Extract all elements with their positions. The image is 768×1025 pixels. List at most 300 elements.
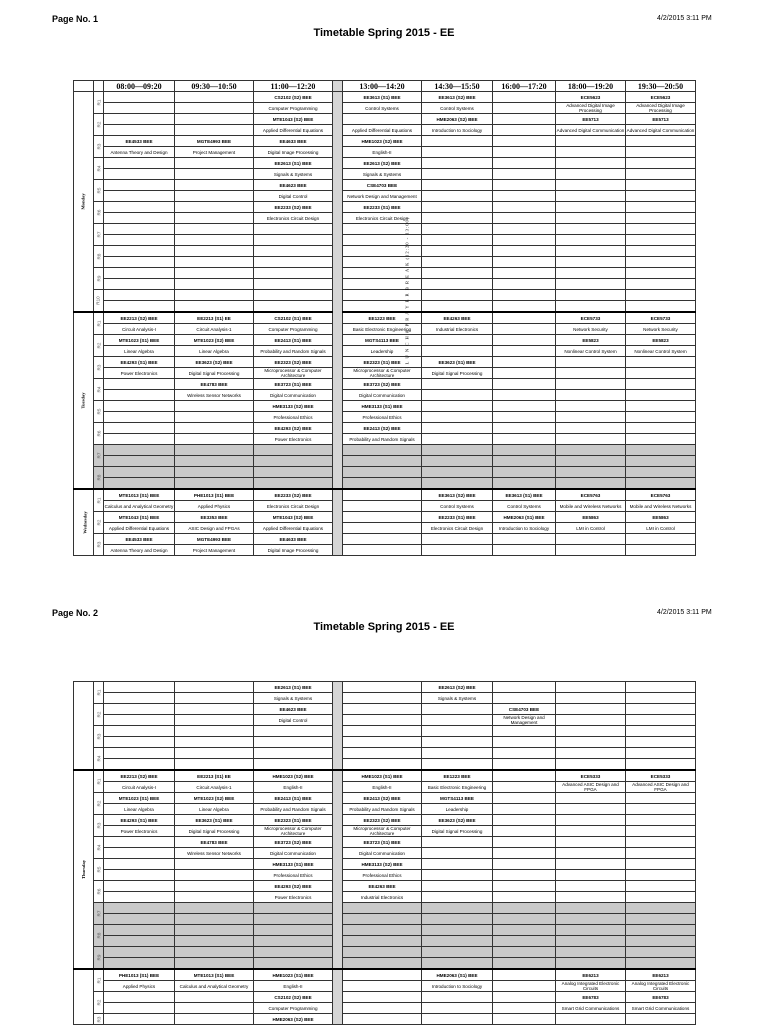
timetable-row xyxy=(74,881,696,892)
room-label xyxy=(94,881,104,903)
room-label xyxy=(94,335,104,357)
course-cell: Electronics Circuit Design xyxy=(343,213,422,224)
course-cell xyxy=(626,903,696,914)
course-cell xyxy=(493,804,556,815)
course-cell: Leadership xyxy=(343,346,422,357)
course-cell xyxy=(343,958,422,970)
course-cell xyxy=(104,103,175,114)
course-cell xyxy=(343,925,422,936)
course-cell xyxy=(104,737,175,748)
course-cell xyxy=(626,859,696,870)
course-cell xyxy=(422,925,493,936)
course-cell xyxy=(556,534,626,545)
course-cell xyxy=(493,136,556,147)
course-cell: Basic Electronic Engineering xyxy=(422,782,493,793)
day-name: Monday xyxy=(81,193,86,210)
course-cell xyxy=(626,815,696,826)
timetable-row xyxy=(74,92,696,103)
course-cell xyxy=(626,434,696,445)
course-cell xyxy=(626,423,696,434)
course-cell xyxy=(175,423,254,434)
timetable-row xyxy=(74,523,696,534)
course-cell xyxy=(626,545,696,556)
course-cell xyxy=(626,390,696,401)
course-cell: MGTS4113 BEE xyxy=(422,793,493,804)
course-cell xyxy=(422,268,493,279)
course-cell: Power Electronics xyxy=(254,434,333,445)
course-cell xyxy=(493,682,556,693)
timetable-row xyxy=(74,246,696,257)
course-cell: MTE1023 (S1) BEE xyxy=(104,335,175,346)
timetable-row xyxy=(74,981,696,992)
course-cell: Mobile and Wireless Networks xyxy=(626,501,696,512)
course-cell xyxy=(493,169,556,180)
course-cell xyxy=(343,748,422,759)
room-code: R3 xyxy=(96,733,101,740)
course-cell: Advanced Digital Image Processing xyxy=(626,103,696,114)
timetable-row xyxy=(74,793,696,804)
course-cell xyxy=(493,423,556,434)
room-label xyxy=(94,748,104,771)
course-cell xyxy=(493,782,556,793)
day-label xyxy=(74,770,94,969)
course-cell xyxy=(422,136,493,147)
course-cell xyxy=(556,445,626,456)
timetable-row xyxy=(74,445,696,456)
course-cell: Computer Programming xyxy=(254,1003,333,1014)
course-cell xyxy=(493,545,556,556)
course-cell xyxy=(104,169,175,180)
page-number: Page No. 2 xyxy=(52,608,99,618)
course-cell: Professional Ethics xyxy=(343,870,422,881)
course-cell xyxy=(493,947,556,958)
course-cell: MGTS4113 BEE xyxy=(343,335,422,346)
course-cell xyxy=(343,947,422,958)
course-cell xyxy=(626,379,696,390)
course-cell xyxy=(556,759,626,771)
course-cell xyxy=(626,290,696,301)
course-cell: Probability and Random Signals xyxy=(343,804,422,815)
room-code: R1 xyxy=(96,977,101,984)
course-cell xyxy=(493,357,556,368)
course-cell xyxy=(104,390,175,401)
room-code: R1 xyxy=(96,320,101,327)
room-code: R6 xyxy=(96,209,101,216)
course-cell xyxy=(626,737,696,748)
course-cell xyxy=(493,246,556,257)
room-label xyxy=(94,312,104,335)
course-cell: Microprocessor & Computer Architecture xyxy=(254,368,333,379)
course-cell: Microprocessor & Computer Architecture xyxy=(254,826,333,837)
course-cell: Signals & Systems xyxy=(343,169,422,180)
course-cell xyxy=(626,759,696,771)
course-cell xyxy=(422,715,493,726)
course-cell xyxy=(556,368,626,379)
break-column xyxy=(333,489,343,556)
course-cell: Professional Ethics xyxy=(343,412,422,423)
course-cell xyxy=(493,412,556,423)
course-cell xyxy=(104,958,175,970)
timetable-title: Timetable Spring 2015 - EE xyxy=(313,27,455,39)
slot-header: 18:00—19:20 xyxy=(556,81,626,92)
course-cell xyxy=(493,467,556,478)
course-cell xyxy=(556,903,626,914)
course-cell xyxy=(422,467,493,478)
course-cell xyxy=(556,715,626,726)
course-cell: Professional Ethics xyxy=(254,412,333,423)
course-cell: EE2323 (S2) BEE xyxy=(254,357,333,368)
room-label xyxy=(94,445,104,467)
timetable-row xyxy=(74,815,696,826)
course-cell xyxy=(104,467,175,478)
course-cell xyxy=(422,848,493,859)
course-cell xyxy=(254,467,333,478)
course-cell xyxy=(104,859,175,870)
course-cell xyxy=(104,213,175,224)
course-cell xyxy=(422,301,493,313)
course-cell xyxy=(493,257,556,268)
room-label xyxy=(94,859,104,881)
course-cell: EE2233 (S2) BEE xyxy=(254,202,333,213)
course-cell xyxy=(175,268,254,279)
course-cell xyxy=(493,324,556,335)
course-cell xyxy=(104,290,175,301)
course-cell: HME3133 (S2) BEE xyxy=(254,401,333,412)
course-cell xyxy=(422,837,493,848)
course-cell xyxy=(626,246,696,257)
course-cell xyxy=(343,467,422,478)
room-code: R5 xyxy=(96,866,101,873)
course-cell xyxy=(175,478,254,490)
course-cell: EE3723 (S1) BEE xyxy=(254,379,333,390)
course-cell xyxy=(556,401,626,412)
course-cell xyxy=(493,335,556,346)
timetable-row xyxy=(74,235,696,246)
course-cell xyxy=(104,704,175,715)
course-cell xyxy=(422,534,493,545)
course-cell xyxy=(493,346,556,357)
timetable-row xyxy=(74,501,696,512)
course-cell xyxy=(556,815,626,826)
course-cell xyxy=(556,147,626,158)
course-cell xyxy=(175,992,254,1003)
slot-header: 14:30—15:50 xyxy=(422,81,493,92)
course-cell xyxy=(104,870,175,881)
course-cell xyxy=(104,693,175,704)
course-cell xyxy=(175,92,254,103)
course-cell xyxy=(493,114,556,125)
course-cell xyxy=(626,301,696,313)
timetable-row xyxy=(74,848,696,859)
course-cell: Digital Signal Processing xyxy=(175,368,254,379)
course-cell: EE2613 (S1) BEE xyxy=(254,158,333,169)
course-cell: CSE4703 BEE xyxy=(493,704,556,715)
room-code: R1 xyxy=(96,497,101,504)
course-cell xyxy=(422,737,493,748)
course-cell: Power Electronics xyxy=(104,826,175,837)
course-cell xyxy=(556,136,626,147)
course-cell xyxy=(175,903,254,914)
course-cell: EE3613 (S1) BEE xyxy=(343,92,422,103)
course-cell xyxy=(175,726,254,737)
course-cell xyxy=(556,804,626,815)
course-cell xyxy=(254,257,333,268)
course-cell xyxy=(343,715,422,726)
day-label xyxy=(74,92,94,313)
course-cell: Network Security xyxy=(556,324,626,335)
course-cell xyxy=(254,936,333,947)
course-cell: Mobile and Wireless Networks xyxy=(556,501,626,512)
course-cell xyxy=(175,748,254,759)
room-label xyxy=(94,534,104,556)
course-cell xyxy=(422,390,493,401)
course-cell xyxy=(556,793,626,804)
course-cell xyxy=(556,914,626,925)
course-cell xyxy=(175,859,254,870)
course-cell xyxy=(104,379,175,390)
course-cell: Antenna Theory and Design xyxy=(104,545,175,556)
course-cell: EE3613 (S1) BEE xyxy=(493,489,556,501)
course-cell xyxy=(254,268,333,279)
course-cell xyxy=(556,301,626,313)
course-cell: EE2413 (S1) BEE xyxy=(254,793,333,804)
course-cell xyxy=(556,213,626,224)
course-cell: MTE1023 (S2) BEE xyxy=(175,335,254,346)
course-cell xyxy=(556,279,626,290)
course-cell: Smart Grid Communications xyxy=(626,1003,696,1014)
course-cell xyxy=(422,423,493,434)
course-cell: Introduction to Sociology xyxy=(422,981,493,992)
course-cell xyxy=(254,246,333,257)
room-label xyxy=(94,512,104,534)
course-cell xyxy=(422,412,493,423)
room-label xyxy=(94,357,104,379)
course-cell xyxy=(175,925,254,936)
course-cell xyxy=(493,401,556,412)
room-code: R2 xyxy=(96,999,101,1006)
course-cell: LMI in Control xyxy=(626,523,696,534)
course-cell: EE5713 xyxy=(556,114,626,125)
course-cell: Computer Programming xyxy=(254,103,333,114)
timetable-row xyxy=(74,682,696,693)
course-cell xyxy=(626,368,696,379)
course-cell xyxy=(343,936,422,947)
course-cell: Probability and Random Signals xyxy=(343,434,422,445)
timetable-row xyxy=(74,804,696,815)
course-cell xyxy=(422,456,493,467)
course-cell xyxy=(175,682,254,693)
course-cell xyxy=(254,235,333,246)
course-cell xyxy=(175,936,254,947)
course-cell xyxy=(422,158,493,169)
course-cell xyxy=(254,914,333,925)
course-cell xyxy=(343,279,422,290)
timetable-row xyxy=(74,103,696,114)
course-cell: EE3613 (S2) BEE xyxy=(422,489,493,501)
course-cell: Digital Signal Processing xyxy=(422,826,493,837)
timetable-row xyxy=(74,892,696,903)
course-cell: EE1223 BEE xyxy=(422,770,493,782)
course-cell xyxy=(556,848,626,859)
timetable-row xyxy=(74,456,696,467)
room-code: R8 xyxy=(96,474,101,481)
course-cell: Digital Image Processing xyxy=(254,147,333,158)
course-cell xyxy=(175,224,254,235)
course-cell: EE2323 (S1) BEE xyxy=(254,815,333,826)
timetable-row xyxy=(74,213,696,224)
course-cell xyxy=(422,947,493,958)
course-cell: ASIC Design and FPGAs xyxy=(175,523,254,534)
course-cell: Calculus and Analytical Geometry xyxy=(175,981,254,992)
course-cell xyxy=(493,368,556,379)
course-cell xyxy=(175,715,254,726)
course-cell xyxy=(556,224,626,235)
course-cell: EE6783 xyxy=(626,992,696,1003)
course-cell: Project Management xyxy=(175,147,254,158)
timetable-row xyxy=(74,335,696,346)
course-cell: Circuit Analysis-I xyxy=(104,782,175,793)
course-cell: EE3723 (S2) BEE xyxy=(343,379,422,390)
course-cell xyxy=(104,445,175,456)
course-cell xyxy=(343,992,422,1003)
room-code: R3 xyxy=(96,541,101,548)
room-label xyxy=(94,969,104,992)
slot-header: 08:00—09:20 xyxy=(104,81,175,92)
course-cell xyxy=(104,947,175,958)
room-code: R2 xyxy=(96,519,101,526)
course-cell: Introduction to Sociology xyxy=(422,125,493,136)
course-cell xyxy=(493,1014,556,1025)
timetable-row xyxy=(74,467,696,478)
course-cell xyxy=(422,202,493,213)
course-cell: Advanced Digital Image Processing xyxy=(556,103,626,114)
course-cell: MTE1043 (S1) BEE xyxy=(104,512,175,523)
timetable-row xyxy=(74,693,696,704)
course-cell: HME1023 (S1) BEE xyxy=(343,770,422,782)
course-cell xyxy=(422,290,493,301)
course-cell xyxy=(626,848,696,859)
room-code: R8 xyxy=(96,253,101,260)
course-cell: Power Electronics xyxy=(254,892,333,903)
course-cell: Applied Physics xyxy=(175,501,254,512)
course-cell xyxy=(493,301,556,313)
course-cell xyxy=(254,958,333,970)
course-cell xyxy=(343,235,422,246)
room-label xyxy=(94,92,104,114)
course-cell xyxy=(626,478,696,490)
course-cell xyxy=(422,958,493,970)
room-code: R2 xyxy=(96,342,101,349)
course-cell: Control Systems xyxy=(422,501,493,512)
course-cell xyxy=(626,804,696,815)
course-cell xyxy=(104,92,175,103)
course-cell xyxy=(422,892,493,903)
room-label xyxy=(94,815,104,837)
course-cell xyxy=(104,279,175,290)
course-cell: Linear Algebra xyxy=(104,346,175,357)
room-label xyxy=(94,925,104,947)
course-cell xyxy=(493,1003,556,1014)
course-cell: EE4633 BEE xyxy=(254,136,333,147)
course-cell: Control Systems xyxy=(343,103,422,114)
timetable-row xyxy=(74,870,696,881)
course-cell xyxy=(556,704,626,715)
course-cell xyxy=(175,881,254,892)
timetable-row xyxy=(74,992,696,1003)
course-cell: HME3133 (S1) BEE xyxy=(343,401,422,412)
course-cell xyxy=(175,704,254,715)
course-cell xyxy=(175,191,254,202)
course-cell xyxy=(626,235,696,246)
course-cell: Advanced ASIC Design and FPGA xyxy=(556,782,626,793)
course-cell xyxy=(422,726,493,737)
course-cell xyxy=(422,936,493,947)
course-cell xyxy=(626,958,696,970)
room-code: R10 xyxy=(96,296,101,305)
course-cell xyxy=(343,534,422,545)
course-cell: English-II xyxy=(343,782,422,793)
timetable-row xyxy=(74,489,696,501)
course-cell: HME1023 (S2) BEE xyxy=(343,136,422,147)
course-cell xyxy=(175,467,254,478)
course-cell: Digital Image Processing xyxy=(254,545,333,556)
room-code: R4 xyxy=(96,844,101,851)
course-cell xyxy=(175,114,254,125)
course-cell: EE2213 (S2) BEE xyxy=(104,312,175,324)
course-cell xyxy=(493,180,556,191)
course-cell xyxy=(493,958,556,970)
course-cell xyxy=(104,848,175,859)
page-number: Page No. 1 xyxy=(52,14,99,24)
course-cell: EE3723 (S2) BEE xyxy=(254,837,333,848)
course-cell xyxy=(626,947,696,958)
course-cell: EE4293 (S2) BEE xyxy=(254,423,333,434)
course-cell xyxy=(175,870,254,881)
course-cell: Power Electronics xyxy=(104,368,175,379)
course-cell xyxy=(343,268,422,279)
corner-cell xyxy=(74,81,94,92)
course-cell xyxy=(493,925,556,936)
course-cell xyxy=(626,870,696,881)
course-cell: Basic Electronic Engineering xyxy=(343,324,422,335)
course-cell xyxy=(626,881,696,892)
timetable-row xyxy=(74,180,696,191)
timetable-row xyxy=(74,279,696,290)
course-cell xyxy=(104,235,175,246)
course-cell xyxy=(556,1014,626,1025)
course-cell xyxy=(556,180,626,191)
course-cell xyxy=(493,268,556,279)
course-cell xyxy=(422,478,493,490)
course-cell xyxy=(343,682,422,693)
course-cell xyxy=(422,992,493,1003)
timetable-row xyxy=(74,545,696,556)
room-label xyxy=(94,726,104,748)
course-cell: MGTE4993 BEE xyxy=(175,136,254,147)
course-cell: PHE1013 (S1) BEE xyxy=(104,969,175,981)
course-cell xyxy=(175,125,254,136)
course-cell xyxy=(254,925,333,936)
course-cell xyxy=(556,925,626,936)
course-cell xyxy=(493,290,556,301)
course-cell xyxy=(493,534,556,545)
timetable-row xyxy=(74,368,696,379)
course-cell xyxy=(175,445,254,456)
course-cell: Industrial Electronics xyxy=(422,324,493,335)
course-cell xyxy=(556,467,626,478)
course-cell: EE4263 BEE xyxy=(422,312,493,324)
room-label xyxy=(94,903,104,925)
